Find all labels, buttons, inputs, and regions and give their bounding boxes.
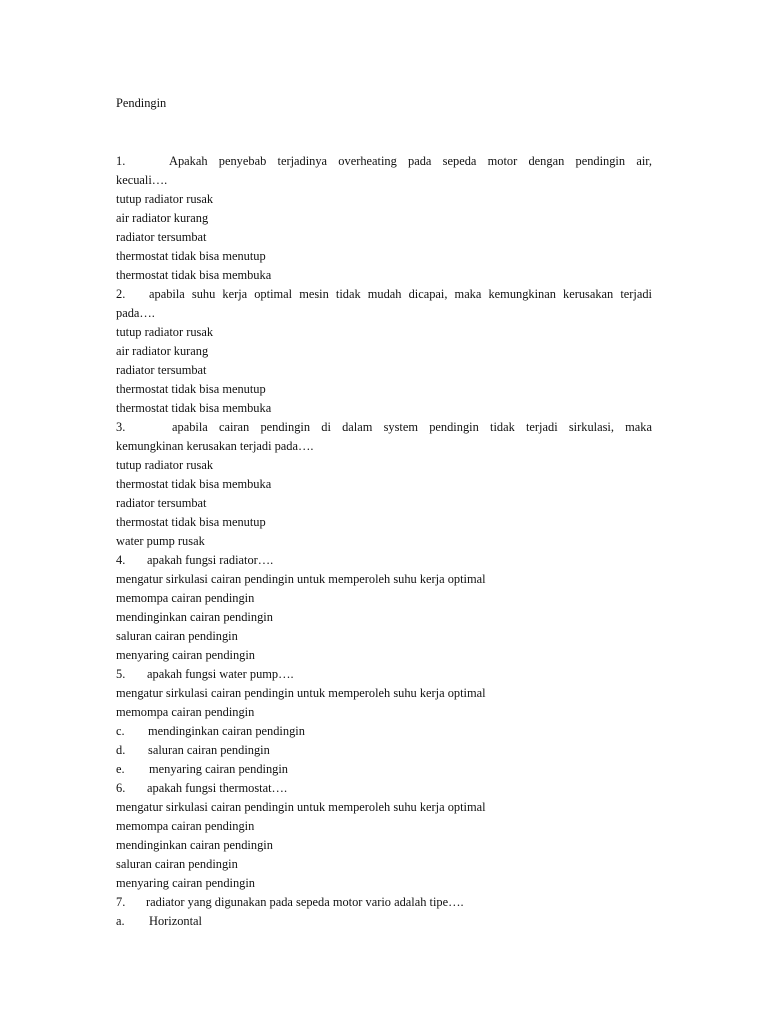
option-text: saluran cairan pendingin <box>148 743 270 757</box>
question-text: Apakah penyebab terjadinya overheating pada sepeda motor dengan pendingin air, <box>169 154 652 168</box>
question-number: 3. <box>116 420 126 434</box>
lettered-option <box>116 760 652 779</box>
option: saluran cairan pendingin <box>116 629 238 643</box>
question-number: 2. <box>116 287 126 301</box>
question-text: apabila cairan pendingin di dalam system pendingin tidak terjadi sirkulasi, maka <box>172 420 652 434</box>
option: mengatur sirkulasi cairan pendingin untuk memperoleh suhu kerja optimal <box>116 686 486 700</box>
question-list <box>116 152 652 931</box>
option: radiator tersumbat <box>116 363 207 377</box>
option: tutup radiator rusak <box>116 325 214 339</box>
option: thermostat tidak bisa membuka <box>116 477 272 491</box>
option-text: Horizontal <box>149 914 202 928</box>
question-number: 4. <box>116 553 126 567</box>
question-text: apabila suhu kerja optimal mesin tidak mudah dicapai, maka kemungkinan kerusakan terjadi <box>149 287 652 301</box>
question-number: 6. <box>116 781 126 795</box>
option: tutup radiator rusak <box>116 192 214 206</box>
option: mendinginkan cairan pendingin <box>116 838 273 852</box>
question-7 <box>116 893 652 912</box>
option: radiator tersumbat <box>116 496 207 510</box>
option: menyaring cairan pendingin <box>116 876 256 890</box>
option: memompa cairan pendingin <box>116 819 255 833</box>
question-text: radiator yang digunakan pada sepeda motor vario adalah tipe…. <box>146 895 464 909</box>
question-text: apakah fungsi radiator…. <box>147 553 274 567</box>
page-title: Pendingin <box>116 96 167 110</box>
option: mendinginkan cairan pendingin <box>116 610 273 624</box>
option: thermostat tidak bisa membuka <box>116 401 272 415</box>
question-number: 1. <box>116 154 126 168</box>
option-letter: d. <box>116 743 126 757</box>
option-text: menyaring cairan pendingin <box>149 762 289 776</box>
option-text: mendinginkan cairan pendingin <box>148 724 305 738</box>
question-text: apakah fungsi water pump…. <box>147 667 294 681</box>
question-text-continued: kecuali…. <box>116 173 168 187</box>
option: air radiator kurang <box>116 211 209 225</box>
question-1 <box>116 152 652 171</box>
option: mengatur sirkulasi cairan pendingin untuk memperoleh suhu kerja optimal <box>116 800 486 814</box>
option: mengatur sirkulasi cairan pendingin untuk memperoleh suhu kerja optimal <box>116 572 486 586</box>
option: air radiator kurang <box>116 344 209 358</box>
option: saluran cairan pendingin <box>116 857 238 871</box>
option: thermostat tidak bisa menutup <box>116 515 266 529</box>
lettered-option <box>116 741 652 760</box>
option: memompa cairan pendingin <box>116 705 255 719</box>
option-letter: c. <box>116 724 125 738</box>
option-letter: e. <box>116 762 125 776</box>
question-text: apakah fungsi thermostat…. <box>147 781 288 795</box>
option: radiator tersumbat <box>116 230 207 244</box>
option: water pump rusak <box>116 534 205 548</box>
question-5 <box>116 665 652 684</box>
option-letter: a. <box>116 914 125 928</box>
option: tutup radiator rusak <box>116 458 214 472</box>
option: thermostat tidak bisa menutup <box>116 382 266 396</box>
option: menyaring cairan pendingin <box>116 648 256 662</box>
option: thermostat tidak bisa menutup <box>116 249 266 263</box>
question-number: 5. <box>116 667 126 681</box>
option: thermostat tidak bisa membuka <box>116 268 272 282</box>
question-2 <box>116 285 652 304</box>
question-3 <box>116 418 652 437</box>
question-6 <box>116 779 652 798</box>
question-number: 7. <box>116 895 126 909</box>
lettered-option <box>116 722 652 741</box>
question-text-continued: kemungkinan kerusakan terjadi pada…. <box>116 439 314 453</box>
question-text-continued: pada…. <box>116 306 155 320</box>
option: memompa cairan pendingin <box>116 591 255 605</box>
lettered-option <box>116 912 652 931</box>
question-4 <box>116 551 652 570</box>
